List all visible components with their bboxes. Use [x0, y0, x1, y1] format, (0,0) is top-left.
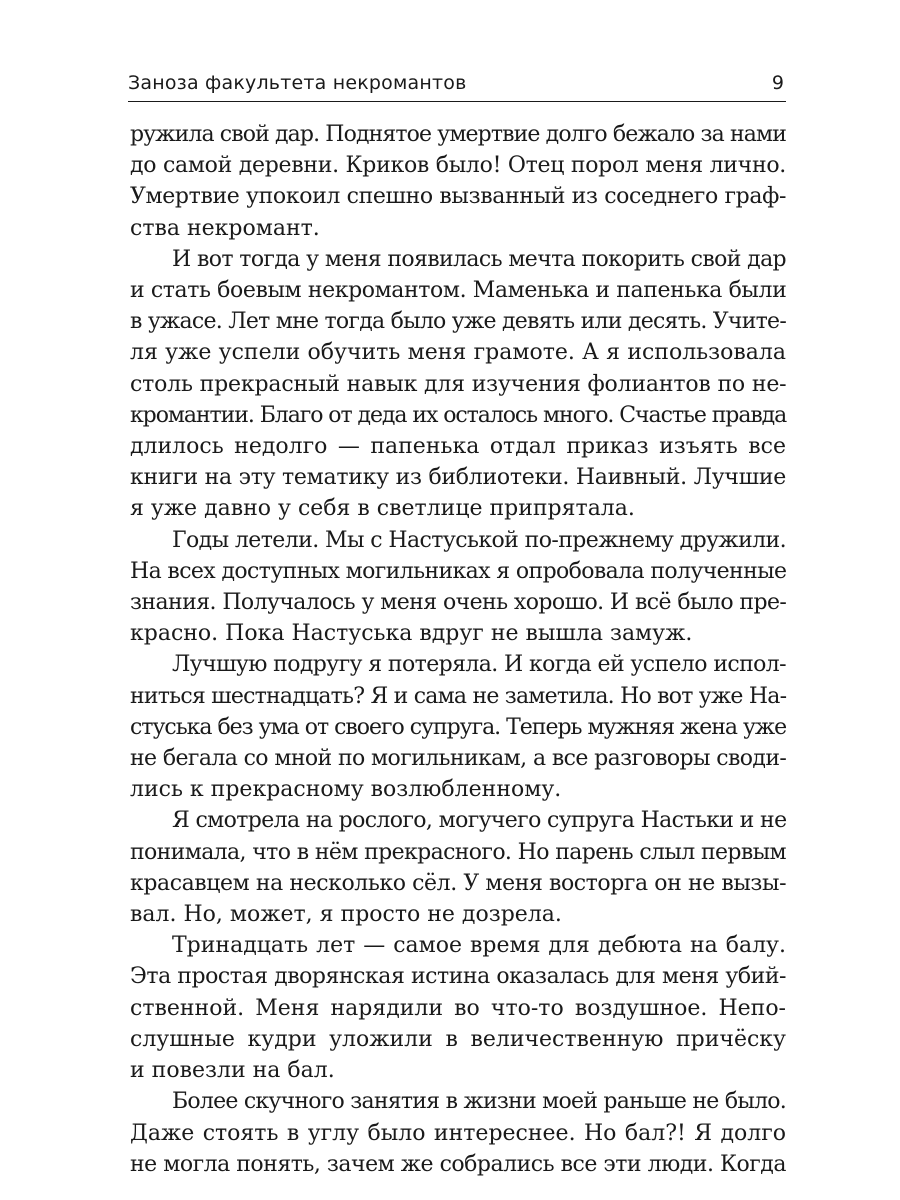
text-line: На всех доступных могильниках я опробовала полученные: [130, 558, 787, 584]
text-line: вал. Но, может, я просто не дозрела.: [130, 902, 562, 928]
paragraph: [130, 805, 786, 930]
text-line: Эта простая дворянская истина оказалась для меня убий-: [130, 964, 786, 990]
text-line: знания. Получалось у меня очень хорошо. И всё было пре-: [130, 590, 787, 616]
paragraph: [130, 930, 786, 1086]
text-line: лись к прекрасному возлюбленному.: [130, 777, 562, 803]
text-line: в ужасе. Лет мне тогда было уже девять или десять. Учите-: [130, 309, 786, 335]
running-header: [128, 68, 786, 100]
text-line: красавцем на несколько сёл. У меня восторга он не вызы-: [130, 870, 787, 896]
text-line: длилось недолго — папенька отдал приказ изъять все: [130, 434, 786, 460]
text-line: Годы летели. Мы с Настуськой по-прежнему дружили.: [172, 527, 786, 553]
text-line: Тринадцать лет — самое время для дебюта на балу.: [172, 933, 786, 959]
text-line: кромантии. Благо от деда их осталось много. Счастье правда: [130, 402, 787, 428]
paragraph: [130, 649, 786, 805]
text-line: я уже давно у себя в светлице припрятала.: [130, 496, 635, 522]
text-line: И вот тогда у меня появилась мечта покорить свой дар: [172, 246, 786, 272]
text-line: не бегала со мной по могильникам, а все разговоры своди-: [130, 746, 787, 772]
paragraph: [130, 525, 786, 650]
body-text: [130, 119, 786, 1180]
text-line: и повезли на бал.: [130, 1058, 335, 1084]
paragraph: [130, 119, 786, 244]
text-line: ружила свой дар. Поднятое умертвие долго бежало за нами: [130, 122, 786, 147]
text-line: книги на эту тематику из библиотеки. Наивный. Лучшие: [130, 465, 786, 491]
text-line: ственной. Меня нарядили во что-то воздушное. Непо-: [130, 995, 786, 1021]
text-line: ства некромант.: [130, 215, 320, 241]
text-line: ля уже успели обучить меня грамоте. А я использовала: [130, 340, 786, 366]
text-line: до самой деревни. Криков было! Отец порол меня лично.: [130, 153, 786, 179]
text-line: слушные кудри уложили в величественную причёску: [130, 1026, 786, 1052]
text-line: столь прекрасный навык для изучения фолиантов по не-: [130, 371, 787, 397]
text-line: Лучшую подругу я потеряла. И когда ей успело испол-: [172, 652, 786, 678]
paragraph: [130, 244, 786, 525]
text-line: ниться шестнадцать? Я и сама не заметила. Но вот уже На-: [130, 683, 787, 709]
text-line: красно. Пока Настуська вдруг не вышла замуж.: [130, 621, 693, 647]
text-line: Даже стоять в углу было интереснее. Но бал?! Я долго: [130, 1120, 786, 1146]
page-number: 9: [771, 72, 784, 94]
text-line: и стать боевым некромантом. Маменька и папенька были: [130, 278, 787, 304]
text-line: не могла понять, зачем же собрались все эти люди. Когда: [130, 1151, 786, 1177]
header-rule: [128, 101, 786, 102]
text-line: стуська без ума от своего супруга. Теперь мужняя жена уже: [130, 714, 787, 740]
running-header-title: Заноза факультета некромантов: [128, 72, 467, 94]
text-line: понимала, что в нём прекрасного. Но парень слыл первым: [130, 839, 786, 865]
text-line: Более скучного занятия в жизни моей раньше не было.: [172, 1089, 786, 1115]
text-line: Умертвие упокоил спешно вызванный из соседнего граф-: [130, 184, 787, 210]
paragraph: [130, 1086, 786, 1180]
text-line: Я смотрела на рослого, могучего супруга Настьки и не: [172, 808, 787, 834]
